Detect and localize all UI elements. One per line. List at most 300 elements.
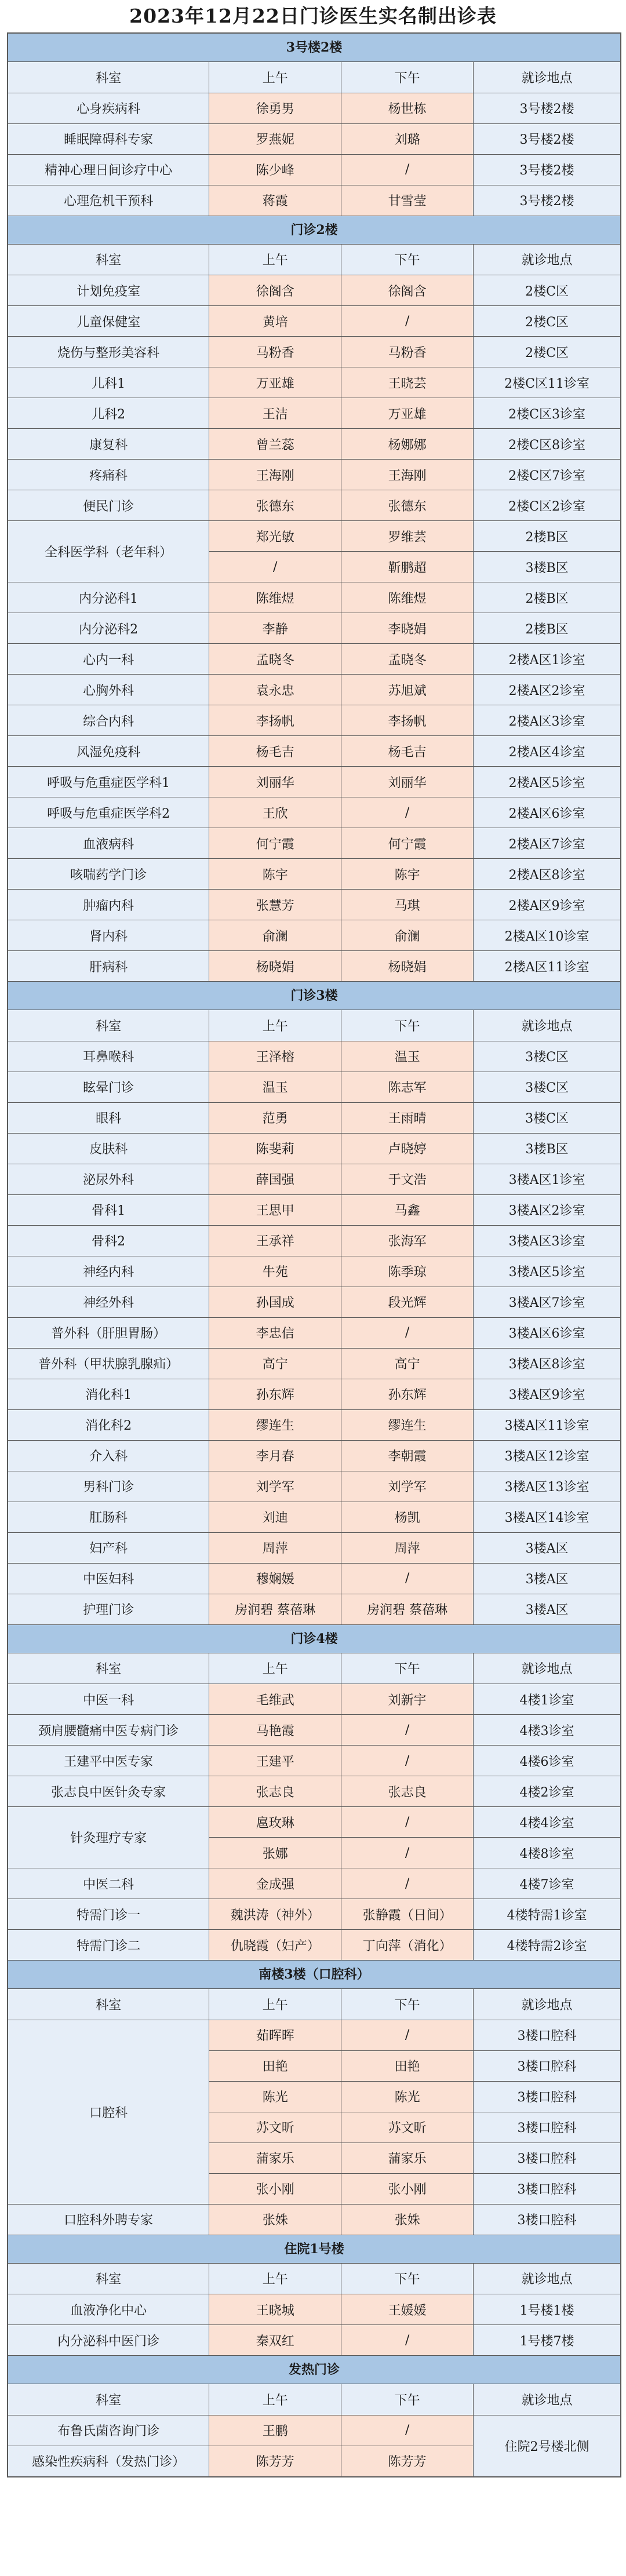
dept-cell: 血液病科: [8, 828, 209, 859]
am-doctor-cell: 孙国成: [209, 1287, 341, 1317]
table-row: [8, 2415, 620, 2446]
location-cell: 3楼口腔科: [474, 2143, 620, 2173]
am-doctor-cell: 徐勇男: [209, 93, 341, 123]
location-cell: 3楼A区2诊室: [474, 1194, 620, 1225]
location-cell: 3楼A区3诊室: [474, 1225, 620, 1256]
am-doctor-cell: 房润碧 蔡蓓琳: [209, 1594, 341, 1624]
location-cell: 3楼A区: [474, 1563, 620, 1594]
pm-doctor-cell: 陈志军: [341, 1072, 474, 1102]
location-cell: 2楼A区7诊室: [474, 828, 620, 859]
pm-doctor-cell: 何宁霞: [341, 828, 474, 859]
location-cell: 3楼口腔科: [474, 2173, 620, 2204]
location-cell: 1号楼1楼: [474, 2294, 620, 2325]
dept-cell: 妇产科: [8, 1532, 209, 1563]
table-row: [8, 920, 620, 951]
table-row: [8, 1164, 620, 1194]
location-cell: 3楼口腔科: [474, 2020, 620, 2050]
table-row: [8, 1746, 620, 1776]
pm-doctor-cell: /: [341, 2020, 474, 2050]
am-doctor-cell: 张德东: [209, 490, 341, 521]
schedule-table: [8, 2384, 620, 2477]
location-cell: 3楼C区: [474, 1041, 620, 1072]
location-cell: 2楼B区: [474, 521, 620, 552]
location-cell: 3号楼2楼: [474, 185, 620, 216]
am-doctor-cell: 蒋霞: [209, 185, 341, 216]
column-header-dept: 科室: [8, 1989, 209, 2020]
am-doctor-cell: /: [209, 552, 341, 582]
location-cell: 3楼口腔科: [474, 2112, 620, 2143]
dept-cell: 全科医学科（老年科）: [8, 521, 209, 582]
pm-doctor-cell: 苏旭斌: [341, 675, 474, 705]
am-doctor-cell: 俞澜: [209, 920, 341, 951]
am-doctor-cell: 张姝: [209, 2204, 341, 2235]
column-header-dept: 科室: [8, 2264, 209, 2294]
table-row: [8, 582, 620, 613]
table-row: [8, 429, 620, 460]
pm-doctor-cell: 陈宇: [341, 859, 474, 890]
dept-cell: 口腔科外聘专家: [8, 2204, 209, 2235]
am-doctor-cell: 孙东辉: [209, 1379, 341, 1409]
pm-doctor-cell: /: [341, 1317, 474, 1348]
column-header-dept: 科室: [8, 2384, 209, 2415]
dept-cell: 特需门诊二: [8, 1930, 209, 1961]
am-doctor-cell: 周萍: [209, 1532, 341, 1563]
pm-doctor-cell: /: [341, 306, 474, 337]
location-cell: 4楼3诊室: [474, 1715, 620, 1746]
schedule-tables: [7, 32, 621, 2477]
dept-cell: 介入科: [8, 1440, 209, 1471]
pm-doctor-cell: 杨晓娟: [341, 951, 474, 982]
table-row: [8, 1563, 620, 1594]
table-row: [8, 1532, 620, 1563]
dept-cell: 中医二科: [8, 1868, 209, 1899]
location-cell: 3楼口腔科: [474, 2081, 620, 2112]
location-cell: 2楼A区1诊室: [474, 644, 620, 675]
table-row: [8, 1379, 620, 1409]
am-doctor-cell: 杨晓娟: [209, 951, 341, 982]
am-doctor-cell: 温玉: [209, 1072, 341, 1102]
am-doctor-cell: 罗燕妮: [209, 123, 341, 154]
pm-doctor-cell: 田艳: [341, 2050, 474, 2081]
pm-doctor-cell: /: [341, 1715, 474, 1746]
column-header-pm: 下午: [341, 1989, 474, 2020]
dept-cell: 神经外科: [8, 1287, 209, 1317]
am-doctor-cell: 刘迪: [209, 1502, 341, 1532]
am-doctor-cell: 万亚雄: [209, 367, 341, 398]
dept-cell: 颈肩腰髓痛中医专病门诊: [8, 1715, 209, 1746]
am-doctor-cell: 高宁: [209, 1348, 341, 1379]
table-row: [8, 1225, 620, 1256]
pm-doctor-cell: 张德东: [341, 490, 474, 521]
pm-doctor-cell: 刘丽华: [341, 767, 474, 797]
pm-doctor-cell: 徐阁含: [341, 275, 474, 306]
dept-cell: 皮肤科: [8, 1133, 209, 1164]
table-row: [8, 1776, 620, 1807]
pm-doctor-cell: 张海军: [341, 1225, 474, 1256]
table-row: [8, 890, 620, 920]
am-doctor-cell: 张娜: [209, 1838, 341, 1868]
column-header-am: 上午: [209, 1010, 341, 1041]
location-cell: 2楼C区8诊室: [474, 429, 620, 460]
table-row: [8, 1471, 620, 1502]
pm-doctor-cell: /: [341, 1563, 474, 1594]
am-doctor-cell: 马艳霞: [209, 1715, 341, 1746]
dept-cell: 消化科1: [8, 1379, 209, 1409]
location-cell: 3楼A区9诊室: [474, 1379, 620, 1409]
table-row: [8, 275, 620, 306]
pm-doctor-cell: 杨凯: [341, 1502, 474, 1532]
dept-cell: 睡眠障碍科专家: [8, 123, 209, 154]
pm-doctor-cell: /: [341, 2415, 474, 2446]
location-cell: 4楼特需1诊室: [474, 1899, 620, 1930]
pm-doctor-cell: 刘璐: [341, 123, 474, 154]
am-doctor-cell: 牛苑: [209, 1256, 341, 1287]
dept-cell: 肛肠科: [8, 1502, 209, 1532]
dept-cell: 肾内科: [8, 920, 209, 951]
dept-cell: 张志良中医针灸专家: [8, 1776, 209, 1807]
table-row: [8, 1594, 620, 1624]
am-doctor-cell: 陈宇: [209, 859, 341, 890]
location-cell: 3楼B区: [474, 552, 620, 582]
schedule-table: [8, 1653, 620, 1961]
dept-cell: 王建平中医专家: [8, 1746, 209, 1776]
pm-doctor-cell: 李扬帆: [341, 705, 474, 736]
location-cell: 2楼A区2诊室: [474, 675, 620, 705]
dept-cell: 呼吸与危重症医学科2: [8, 797, 209, 828]
dept-cell: 泌尿外科: [8, 1164, 209, 1194]
table-row: [8, 1409, 620, 1440]
pm-doctor-cell: 蒲家乐: [341, 2143, 474, 2173]
am-doctor-cell: 王欣: [209, 797, 341, 828]
dept-cell: 针灸理疗专家: [8, 1807, 209, 1868]
section-header: 门诊4楼: [8, 1625, 620, 1653]
am-doctor-cell: 袁永忠: [209, 675, 341, 705]
dept-cell: 呼吸与危重症医学科1: [8, 767, 209, 797]
am-doctor-cell: 郑光敏: [209, 521, 341, 552]
am-doctor-cell: 缪连生: [209, 1409, 341, 1440]
pm-doctor-cell: 刘新宇: [341, 1684, 474, 1715]
pm-doctor-cell: 李晓娟: [341, 613, 474, 644]
location-cell: 4楼特需2诊室: [474, 1930, 620, 1961]
pm-doctor-cell: 马琪: [341, 890, 474, 920]
dept-cell: 儿科2: [8, 398, 209, 429]
am-doctor-cell: 王承祥: [209, 1225, 341, 1256]
pm-doctor-cell: 温玉: [341, 1041, 474, 1072]
table-row: [8, 1502, 620, 1532]
pm-doctor-cell: 张静霞（日间）: [341, 1899, 474, 1930]
table-row: [8, 1348, 620, 1379]
location-cell: 2楼C区: [474, 306, 620, 337]
pm-doctor-cell: 张志良: [341, 1776, 474, 1807]
dept-cell: 风湿免疫科: [8, 736, 209, 767]
dept-cell: 内分泌科中医门诊: [8, 2325, 209, 2356]
column-header-dept: 科室: [8, 245, 209, 275]
pm-doctor-cell: 陈季琼: [341, 1256, 474, 1287]
column-header-am: 上午: [209, 245, 341, 275]
column-header-row: [8, 245, 620, 275]
table-row: [8, 613, 620, 644]
location-cell: 3楼A区14诊室: [474, 1502, 620, 1532]
location-cell: 2楼B区: [474, 613, 620, 644]
pm-doctor-cell: 靳鹏超: [341, 552, 474, 582]
table-row: [8, 1930, 620, 1961]
pm-doctor-cell: 丁向萍（消化）: [341, 1930, 474, 1961]
section-header: 3号楼2楼: [8, 34, 620, 62]
table-row: [8, 951, 620, 982]
location-cell: 2楼C区11诊室: [474, 367, 620, 398]
am-doctor-cell: 穆娴媛: [209, 1563, 341, 1594]
am-doctor-cell: 陈斐莉: [209, 1133, 341, 1164]
pm-doctor-cell: 杨世栋: [341, 93, 474, 123]
pm-doctor-cell: /: [341, 2325, 474, 2356]
pm-doctor-cell: 杨娜娜: [341, 429, 474, 460]
dept-cell: 便民门诊: [8, 490, 209, 521]
location-cell: 3楼C区: [474, 1102, 620, 1133]
am-doctor-cell: 李静: [209, 613, 341, 644]
location-cell: 2楼A区9诊室: [474, 890, 620, 920]
am-doctor-cell: 徐阁含: [209, 275, 341, 306]
pm-doctor-cell: 李朝霞: [341, 1440, 474, 1471]
column-header-row: [8, 62, 620, 93]
location-cell: 2楼A区4诊室: [474, 736, 620, 767]
table-row: [8, 2294, 620, 2325]
dept-cell: 内分泌科2: [8, 613, 209, 644]
location-cell: 3楼A区13诊室: [474, 1471, 620, 1502]
location-cell: 2楼C区: [474, 275, 620, 306]
pm-doctor-cell: 陈光: [341, 2081, 474, 2112]
am-doctor-cell: 王建平: [209, 1746, 341, 1776]
am-doctor-cell: 杨毛吉: [209, 736, 341, 767]
dept-cell: 心理危机干预科: [8, 185, 209, 216]
table-row: [8, 705, 620, 736]
pm-doctor-cell: 王晓芸: [341, 367, 474, 398]
section-header: 门诊2楼: [8, 216, 620, 245]
column-header-loc: 就诊地点: [474, 1010, 620, 1041]
dept-cell: 眼科: [8, 1102, 209, 1133]
column-header-pm: 下午: [341, 2384, 474, 2415]
location-cell: 2楼B区: [474, 582, 620, 613]
location-cell: 住院2号楼北侧: [474, 2415, 620, 2476]
column-header-loc: 就诊地点: [474, 245, 620, 275]
am-doctor-cell: 李扬帆: [209, 705, 341, 736]
dept-cell: 眩晕门诊: [8, 1072, 209, 1102]
pm-doctor-cell: 孟晓冬: [341, 644, 474, 675]
pm-doctor-cell: 张小刚: [341, 2173, 474, 2204]
dept-cell: 普外科（甲状腺乳腺疝）: [8, 1348, 209, 1379]
location-cell: 3楼C区: [474, 1072, 620, 1102]
table-row: [8, 337, 620, 367]
section-header: 门诊3楼: [8, 982, 620, 1010]
pm-doctor-cell: 刘学军: [341, 1471, 474, 1502]
pm-doctor-cell: 俞澜: [341, 920, 474, 951]
location-cell: 2楼A区3诊室: [474, 705, 620, 736]
am-doctor-cell: 陈光: [209, 2081, 341, 2112]
dept-cell: 计划免疫室: [8, 275, 209, 306]
dept-cell: 疼痛科: [8, 460, 209, 490]
location-cell: 3楼口腔科: [474, 2050, 620, 2081]
table-row: [8, 367, 620, 398]
dept-cell: 康复科: [8, 429, 209, 460]
location-cell: 2楼A区5诊室: [474, 767, 620, 797]
dept-cell: 消化科2: [8, 1409, 209, 1440]
pm-doctor-cell: 苏文昕: [341, 2112, 474, 2143]
pm-doctor-cell: 段光辉: [341, 1287, 474, 1317]
dept-cell: 综合内科: [8, 705, 209, 736]
am-doctor-cell: 王思甲: [209, 1194, 341, 1225]
am-doctor-cell: 曾兰蕊: [209, 429, 341, 460]
location-cell: 3楼A区: [474, 1532, 620, 1563]
dept-cell: 护理门诊: [8, 1594, 209, 1624]
pm-doctor-cell: 马粉香: [341, 337, 474, 367]
dept-cell: 肝病科: [8, 951, 209, 982]
table-row: [8, 490, 620, 521]
schedule-table: [8, 1989, 620, 2235]
location-cell: 2楼A区6诊室: [474, 797, 620, 828]
am-doctor-cell: 苏文昕: [209, 2112, 341, 2143]
dept-cell: 骨科1: [8, 1194, 209, 1225]
am-doctor-cell: 王鹏: [209, 2415, 341, 2446]
pm-doctor-cell: 卢晓婷: [341, 1133, 474, 1164]
location-cell: 2楼A区8诊室: [474, 859, 620, 890]
schedule-table: [8, 62, 620, 216]
table-row: [8, 185, 620, 216]
column-header-am: 上午: [209, 2384, 341, 2415]
dept-cell: 烧伤与整形美容科: [8, 337, 209, 367]
location-cell: 3号楼2楼: [474, 93, 620, 123]
schedule-table: [8, 245, 620, 982]
pm-doctor-cell: 杨毛吉: [341, 736, 474, 767]
column-header-pm: 下午: [341, 1653, 474, 1684]
am-doctor-cell: 扈玫琳: [209, 1807, 341, 1838]
column-header-pm: 下午: [341, 1010, 474, 1041]
pm-doctor-cell: /: [341, 1807, 474, 1838]
am-doctor-cell: 金成强: [209, 1868, 341, 1899]
dept-cell: 中医一科: [8, 1684, 209, 1715]
location-cell: 3楼A区6诊室: [474, 1317, 620, 1348]
table-row: [8, 460, 620, 490]
pm-doctor-cell: /: [341, 1868, 474, 1899]
location-cell: 3楼A区7诊室: [474, 1287, 620, 1317]
am-doctor-cell: 王晓城: [209, 2294, 341, 2325]
am-doctor-cell: 仇晓霞（妇产）: [209, 1930, 341, 1961]
dept-cell: 感染性疾病科（发热门诊）: [8, 2446, 209, 2476]
location-cell: 1号楼7楼: [474, 2325, 620, 2356]
table-row: [8, 1102, 620, 1133]
table-row: [8, 2325, 620, 2356]
dept-cell: 咳喘药学门诊: [8, 859, 209, 890]
table-row: [8, 859, 620, 890]
pm-doctor-cell: 罗维芸: [341, 521, 474, 552]
pm-doctor-cell: 于文浩: [341, 1164, 474, 1194]
table-row: [8, 1287, 620, 1317]
am-doctor-cell: 魏洪涛（神外）: [209, 1899, 341, 1930]
location-cell: 4楼1诊室: [474, 1684, 620, 1715]
am-doctor-cell: 王洁: [209, 398, 341, 429]
am-doctor-cell: 范勇: [209, 1102, 341, 1133]
location-cell: 4楼6诊室: [474, 1746, 620, 1776]
pm-doctor-cell: 缪连生: [341, 1409, 474, 1440]
column-header-loc: 就诊地点: [474, 2264, 620, 2294]
dept-cell: 男科门诊: [8, 1471, 209, 1502]
am-doctor-cell: 王海刚: [209, 460, 341, 490]
location-cell: 3楼A区8诊室: [474, 1348, 620, 1379]
column-header-loc: 就诊地点: [474, 1653, 620, 1684]
section-header: 住院1号楼: [8, 2235, 620, 2264]
pm-doctor-cell: /: [341, 154, 474, 185]
dept-cell: 口腔科: [8, 2020, 209, 2204]
location-cell: 4楼2诊室: [474, 1776, 620, 1807]
schedule-table: [8, 1010, 620, 1625]
am-doctor-cell: 陈维煜: [209, 582, 341, 613]
table-row: [8, 1684, 620, 1715]
pm-doctor-cell: /: [341, 1746, 474, 1776]
table-row: [8, 1194, 620, 1225]
table-row: [8, 1868, 620, 1899]
table-row: [8, 828, 620, 859]
dept-cell: 血液净化中心: [8, 2294, 209, 2325]
location-cell: 3号楼2楼: [474, 154, 620, 185]
dept-cell: 普外科（肝胆胃肠）: [8, 1317, 209, 1348]
column-header-am: 上午: [209, 2264, 341, 2294]
table-row: [8, 1440, 620, 1471]
table-row: [8, 1041, 620, 1072]
am-doctor-cell: 马粉香: [209, 337, 341, 367]
am-doctor-cell: 陈芳芳: [209, 2446, 341, 2476]
location-cell: 4楼7诊室: [474, 1868, 620, 1899]
table-row: [8, 797, 620, 828]
pm-doctor-cell: /: [341, 797, 474, 828]
column-header-row: [8, 2264, 620, 2294]
location-cell: 3楼口腔科: [474, 2204, 620, 2235]
location-cell: 2楼C区: [474, 337, 620, 367]
location-cell: 4楼8诊室: [474, 1838, 620, 1868]
am-doctor-cell: 李月春: [209, 1440, 341, 1471]
column-header-pm: 下午: [341, 245, 474, 275]
table-row: [8, 306, 620, 337]
dept-cell: 神经内科: [8, 1256, 209, 1287]
table-row: [8, 675, 620, 705]
column-header-row: [8, 2384, 620, 2415]
location-cell: 3楼A区12诊室: [474, 1440, 620, 1471]
column-header-am: 上午: [209, 1989, 341, 2020]
section-header: 南楼3楼（口腔科）: [8, 1961, 620, 1989]
table-row: [8, 1133, 620, 1164]
pm-doctor-cell: 王媛媛: [341, 2294, 474, 2325]
section-header: 发热门诊: [8, 2356, 620, 2384]
dept-cell: 儿科1: [8, 367, 209, 398]
page-title: 2023年12月22日门诊医生实名制出诊表: [129, 5, 497, 27]
am-doctor-cell: 黄培: [209, 306, 341, 337]
schedule-table: [8, 2264, 620, 2356]
pm-doctor-cell: 马鑫: [341, 1194, 474, 1225]
pm-doctor-cell: 陈维煜: [341, 582, 474, 613]
table-row: [8, 1807, 620, 1838]
column-header-dept: 科室: [8, 62, 209, 93]
column-header-am: 上午: [209, 62, 341, 93]
location-cell: 3楼A区1诊室: [474, 1164, 620, 1194]
table-row: [8, 93, 620, 123]
location-cell: 2楼C区3诊室: [474, 398, 620, 429]
column-header-dept: 科室: [8, 1653, 209, 1684]
am-doctor-cell: 薛国强: [209, 1164, 341, 1194]
dept-cell: 骨科2: [8, 1225, 209, 1256]
column-header-loc: 就诊地点: [474, 1989, 620, 2020]
dept-cell: 儿童保健室: [8, 306, 209, 337]
table-row: [8, 767, 620, 797]
location-cell: 3楼B区: [474, 1133, 620, 1164]
table-row: [8, 736, 620, 767]
dept-cell: 耳鼻喉科: [8, 1041, 209, 1072]
